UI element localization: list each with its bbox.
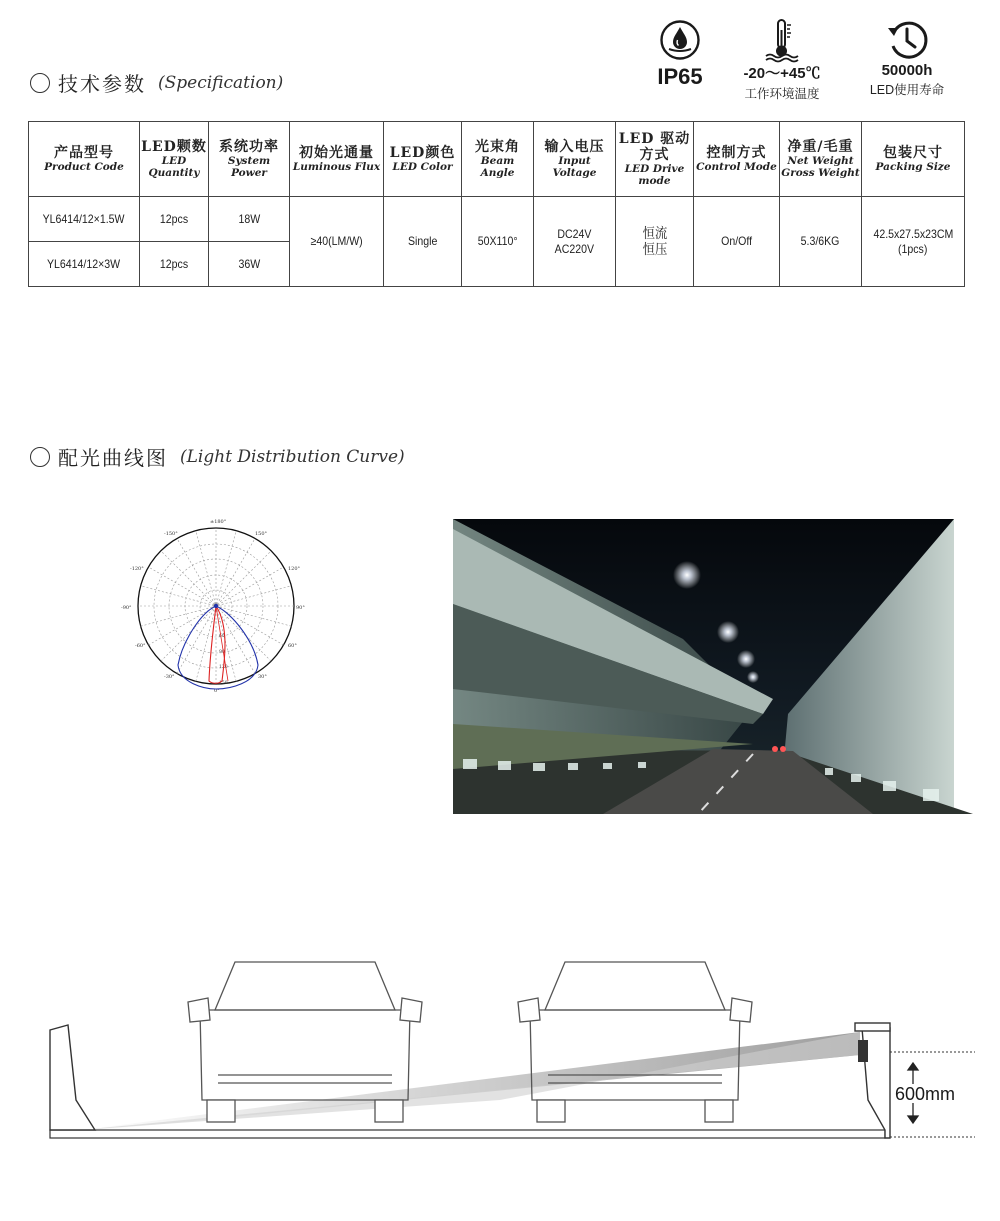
cell-weight: 5.3/6KG: [780, 197, 862, 287]
header-beam-angle: 光束角 Beam Angle: [462, 122, 534, 197]
light-distribution-polar-chart: [121, 513, 310, 698]
left-barrier: [50, 1025, 95, 1130]
light-beam: [80, 1032, 860, 1132]
cell-packing-size: 42.5x27.5x23CM (1pcs): [862, 197, 965, 287]
badge-temperature-caption: 工作环境温度: [744, 87, 820, 101]
header-control-mode: 控制方式 Control Mode: [694, 122, 780, 197]
angle-label: 60°: [288, 643, 297, 649]
spec-table: [28, 121, 965, 287]
cell-led-color: Single: [384, 197, 462, 287]
angle-label: -60°: [135, 643, 146, 649]
curve-heading: [30, 442, 405, 471]
curve-title-en: (Light Distribution Curve): [180, 446, 405, 467]
header-product-code: 产品型号 Product Code: [29, 122, 140, 197]
badge-temperature-value: -20～+45℃: [743, 65, 821, 82]
badge-lifetime-value: 50000h: [881, 62, 933, 79]
angle-label: -120°: [130, 566, 144, 572]
angle-label: 150°: [255, 531, 268, 537]
cell-product-code: YL6414/12×1.5W: [29, 197, 140, 242]
angle-label: 0°: [214, 688, 220, 694]
light-fixture-cover: [855, 1023, 890, 1031]
cell-led-quantity: 12pcs: [140, 197, 209, 242]
water-drop-icon: [658, 18, 702, 62]
curve-title-zh: 配光曲线图: [58, 446, 168, 470]
light-fixture: [858, 1040, 868, 1062]
cell-system-power: 18W: [209, 197, 290, 242]
table-row: [29, 197, 965, 242]
header-weight: 净重/毛重 Net Weight Gross Weight: [780, 122, 862, 197]
angle-label: -30°: [164, 674, 175, 680]
angle-label: -90°: [121, 605, 132, 611]
specification-title-zh: 技术参数: [58, 72, 146, 96]
cell-input-voltage: DC24V AC220V: [534, 197, 616, 287]
highway-night-photo: [453, 519, 954, 814]
header-led-quantity: LED颗数 LED Quantity: [140, 122, 209, 197]
ring-label: 90: [219, 650, 225, 655]
header-packing-size: 包装尺寸 Packing Size: [862, 122, 965, 197]
badge-ip-label: IP65: [657, 64, 703, 89]
cell-luminous-flux: ≥40(LM/W): [290, 197, 384, 287]
badge-lifetime-caption: LED使用寿命: [869, 83, 945, 97]
angle-label: ±180°: [210, 519, 227, 525]
header-system-power: 系统功率 System Power: [209, 122, 290, 197]
header-drive-mode: LED 驱动方式 LED Drive mode: [616, 122, 694, 197]
cell-beam-angle: 50X110°: [462, 197, 534, 287]
car-right: [518, 962, 752, 1122]
specification-title-en: (Specification): [158, 72, 284, 93]
polar-center-point: [214, 604, 218, 608]
specification-heading: [30, 68, 283, 97]
circle-bullet-icon: [30, 447, 50, 467]
installation-diagram: [40, 950, 980, 1150]
mounting-height-label: 600mm: [895, 1084, 956, 1104]
angle-label: -150°: [164, 531, 178, 537]
header-led-color: LED颜色 LED Color: [384, 122, 462, 197]
thermometer-icon: [760, 18, 804, 62]
header-luminous-flux: 初始光通量 Luminous Flux: [290, 122, 384, 197]
cell-led-quantity: 12pcs: [140, 242, 209, 287]
table-header-row: [29, 122, 965, 197]
circle-bullet-icon: [30, 73, 50, 93]
header-input-voltage: 输入电压 Input Voltage: [534, 122, 616, 197]
badge-lifetime: [852, 18, 962, 98]
cell-drive-mode: 恒流 恒压: [616, 197, 694, 287]
badge-temperature: [727, 18, 837, 102]
feature-badges: [630, 18, 970, 108]
ring-label: 120: [219, 665, 228, 670]
road-surface: [50, 1130, 885, 1138]
clock-icon: [885, 18, 929, 62]
angle-label: 120°: [288, 566, 301, 572]
angle-label: 90°: [296, 605, 305, 611]
cell-system-power: 36W: [209, 242, 290, 287]
polar-ring-labels: [219, 633, 228, 686]
cell-product-code: YL6414/12×3W: [29, 242, 140, 287]
cell-control-mode: On/Off: [694, 197, 780, 287]
badge-ip65: [630, 18, 730, 90]
angle-label: 30°: [258, 674, 267, 680]
ring-label: 150: [219, 681, 228, 686]
ring-label: 60: [219, 634, 225, 639]
